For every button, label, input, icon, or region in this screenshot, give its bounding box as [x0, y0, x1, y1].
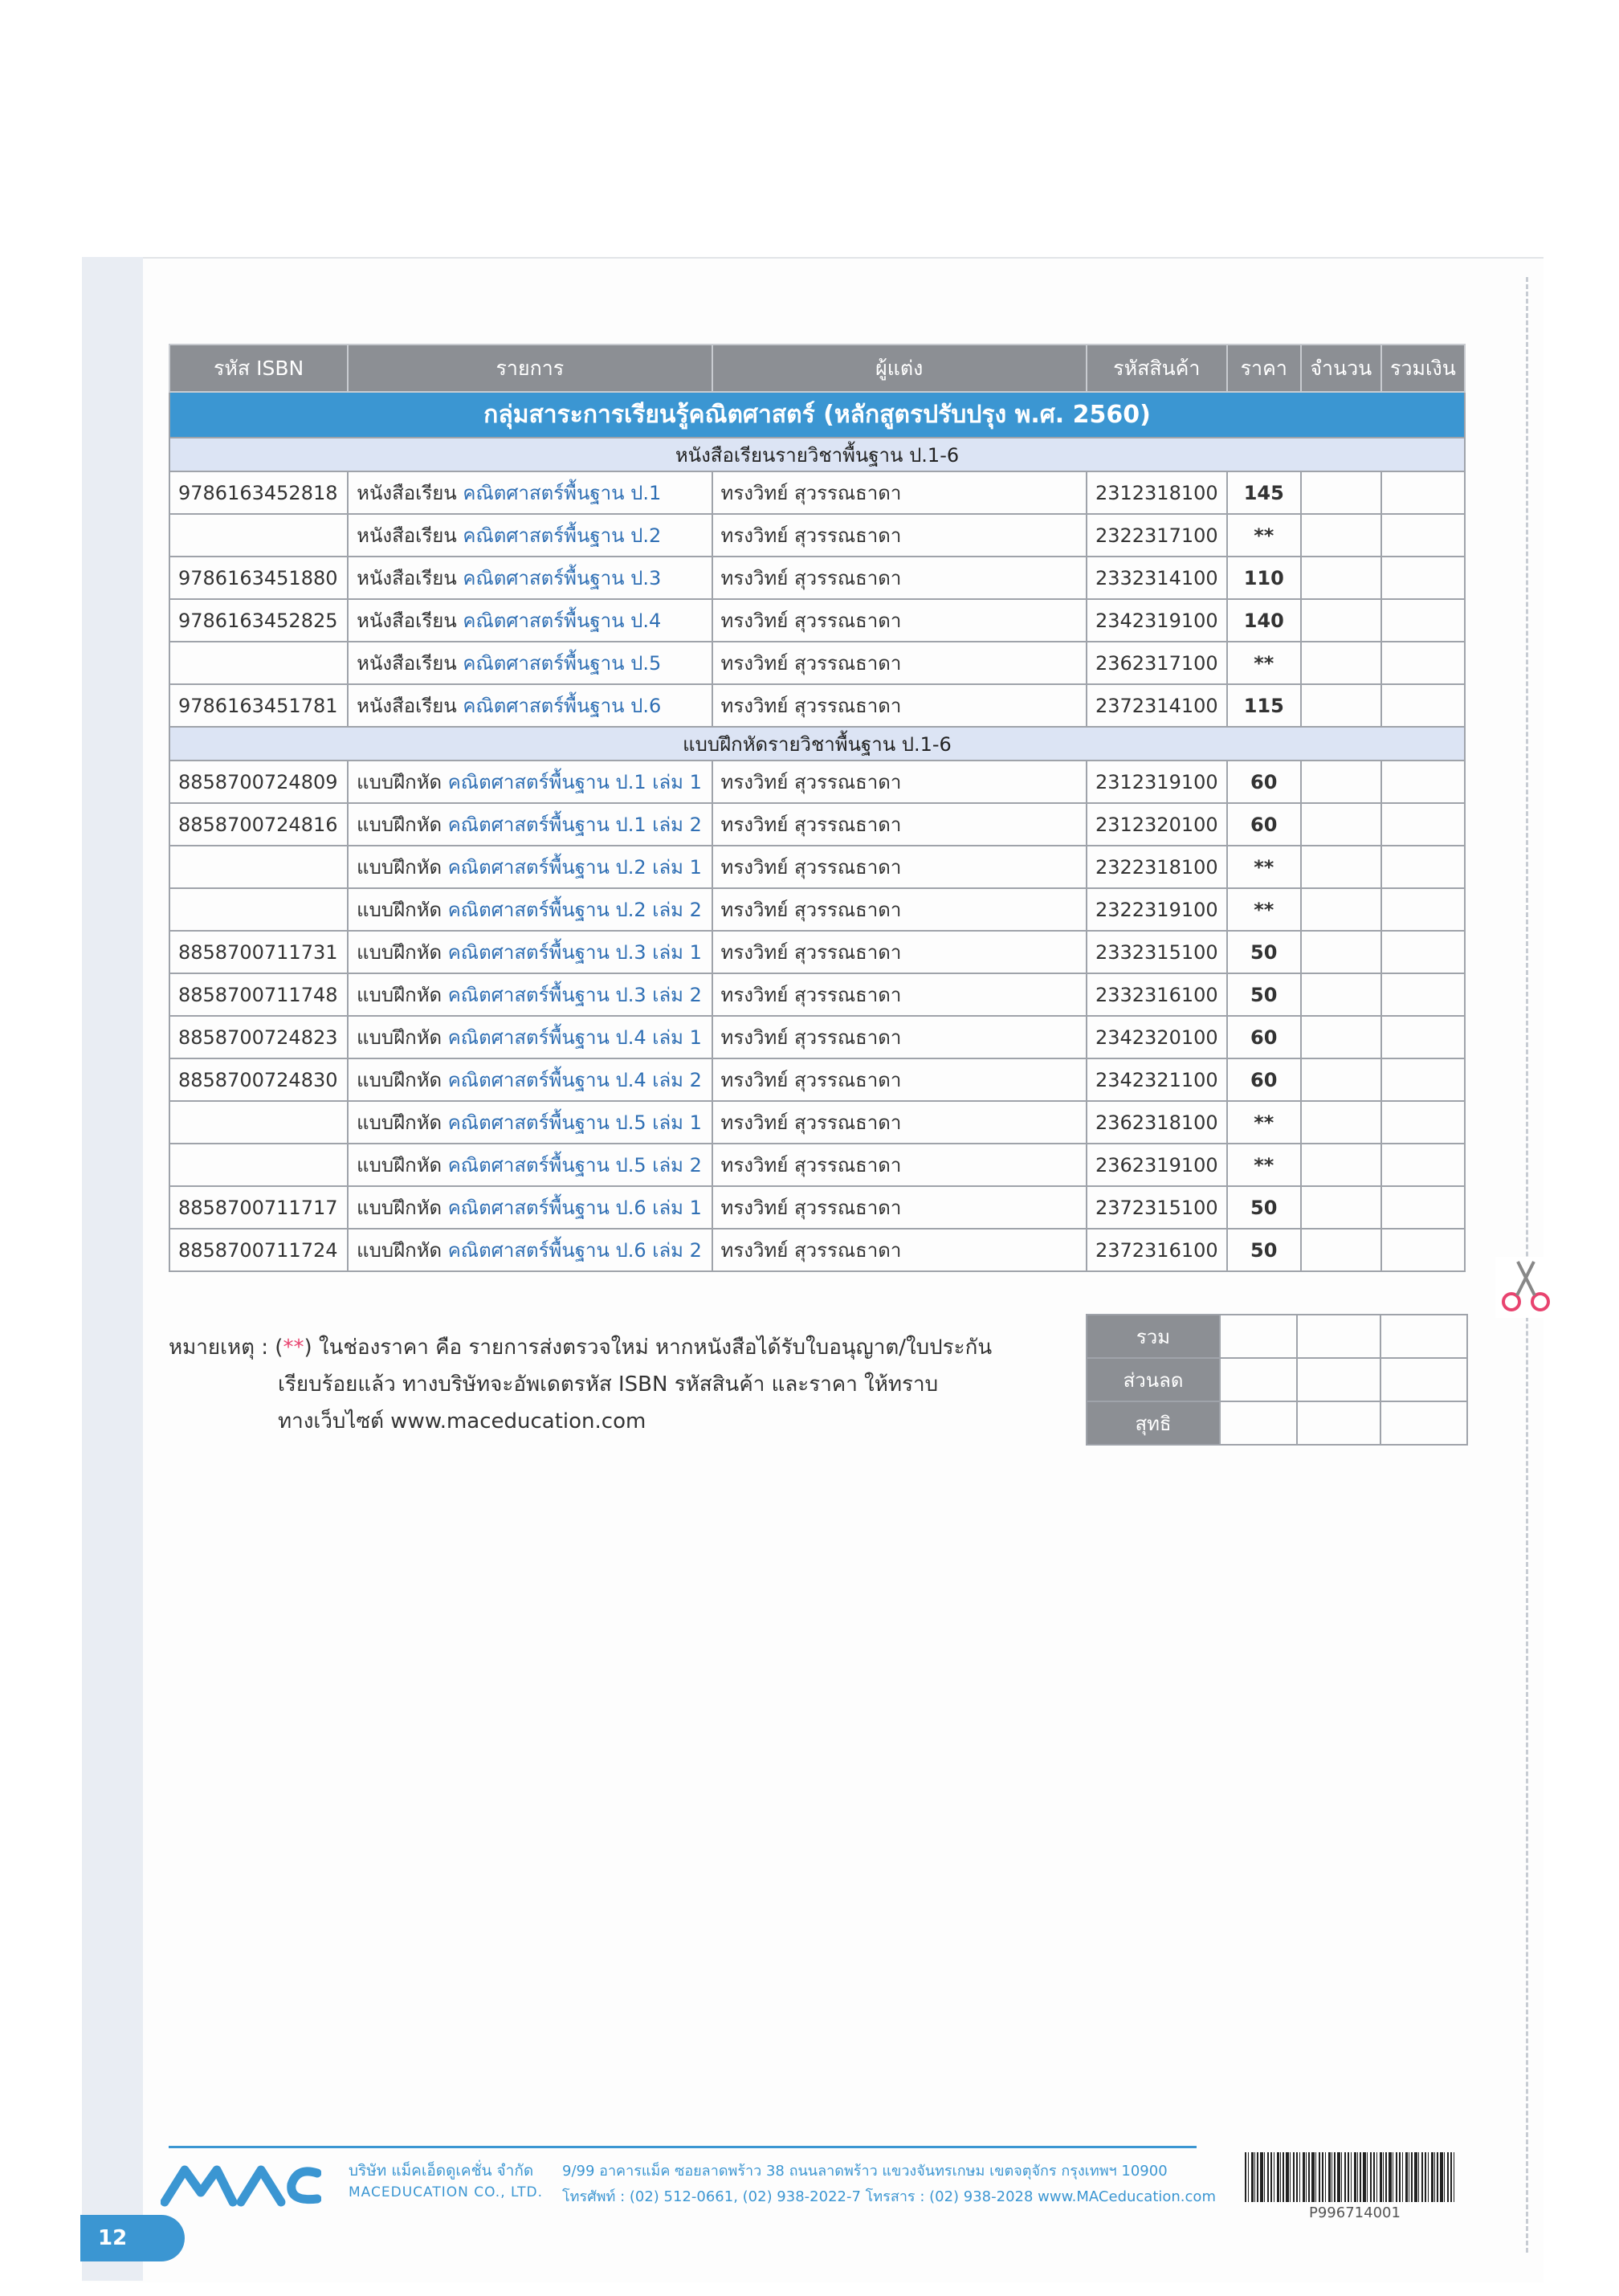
- quantity-cell[interactable]: [1301, 599, 1381, 642]
- summary-row-discount: [1087, 1358, 1467, 1401]
- price-cell: 60: [1227, 761, 1301, 803]
- barcode-bar: [1354, 2152, 1356, 2202]
- group-title: กลุ่มสาระการเรียนรู้คณิตศาสตร์ (หลักสูตรปรับปรุง พ.ศ. 2560): [169, 392, 1465, 438]
- barcode-bar: [1414, 2152, 1417, 2202]
- barcode-bar: [1380, 2152, 1382, 2202]
- barcode-bar: [1337, 2152, 1340, 2202]
- price-cell: 145: [1227, 471, 1301, 514]
- barcode-bar: [1363, 2152, 1366, 2202]
- quantity-cell[interactable]: [1301, 557, 1381, 599]
- item-title: คณิตศาสตร์พื้นฐาน ป.2: [463, 524, 662, 547]
- barcode-bar: [1331, 2152, 1332, 2202]
- barcode-bar: [1383, 2152, 1384, 2202]
- item-cell: [348, 846, 712, 888]
- barcode-bar: [1299, 2152, 1300, 2202]
- row-total-cell[interactable]: [1381, 1016, 1465, 1058]
- product-code-cell: 2372316100: [1087, 1229, 1227, 1271]
- barcode-bar: [1418, 2152, 1419, 2202]
- item-title: คณิตศาสตร์พื้นฐาน ป.4 เล่ม 1: [447, 1026, 702, 1049]
- mac-logo: [161, 2160, 321, 2208]
- author-cell: ทรงวิทย์ สุวรรณธาดา: [712, 642, 1087, 684]
- product-code-cell: 2342319100: [1087, 599, 1227, 642]
- price-cell: **: [1227, 1144, 1301, 1186]
- author-cell: ทรงวิทย์ สุวรรณธาดา: [712, 1101, 1087, 1144]
- barcode-bar: [1280, 2152, 1281, 2202]
- item-prefix: หนังสือเรียน: [357, 610, 457, 632]
- barcode-bar: [1290, 2152, 1291, 2202]
- barcode-bar: [1322, 2152, 1323, 2202]
- price-cell: 60: [1227, 1058, 1301, 1101]
- price-cell: **: [1227, 1101, 1301, 1144]
- barcode-bar: [1248, 2152, 1249, 2202]
- product-code-cell: 2312320100: [1087, 803, 1227, 846]
- product-code-cell: 2312319100: [1087, 761, 1227, 803]
- item-prefix: แบบฝึกหัด: [357, 984, 442, 1006]
- phone-line: โทรศัพท์ : (02) 512-0661, (02) 938-2022-7 โทรสาร : (02) 938-2028 www.MACeducation.com: [562, 2188, 1216, 2205]
- item-cell: [348, 761, 712, 803]
- barcode-bar: [1341, 2152, 1342, 2202]
- summary-cell[interactable]: [1380, 1401, 1467, 1445]
- quantity-cell[interactable]: [1301, 846, 1381, 888]
- note-label: หมายเหตุ : (: [169, 1336, 283, 1360]
- quantity-cell[interactable]: [1301, 888, 1381, 931]
- barcode-bar: [1319, 2152, 1320, 2202]
- barcode-bar: [1277, 2152, 1279, 2202]
- row-total-cell[interactable]: [1381, 1101, 1465, 1144]
- barcode-bar: [1306, 2152, 1307, 2202]
- isbn-cell: 8858700724816: [169, 803, 348, 846]
- barcode-bar: [1370, 2152, 1372, 2202]
- item-prefix: แบบฝึกหัด: [357, 771, 442, 793]
- item-cell: [348, 642, 712, 684]
- header-quantity: จำนวน: [1301, 345, 1381, 392]
- row-total-cell[interactable]: [1381, 1058, 1465, 1101]
- barcode-bar: [1402, 2152, 1403, 2202]
- row-total-cell[interactable]: [1381, 1144, 1465, 1186]
- summary-cell[interactable]: [1220, 1315, 1297, 1358]
- author-cell: ทรงวิทย์ สุวรรณธาดา: [712, 471, 1087, 514]
- isbn-cell: 8858700711724: [169, 1229, 348, 1271]
- item-title: คณิตศาสตร์พื้นฐาน ป.6 เล่ม 2: [447, 1239, 702, 1262]
- table-row: [169, 557, 1465, 599]
- price-cell: 50: [1227, 973, 1301, 1016]
- note-line-3: ทางเว็บไซต์ www.maceducation.com: [278, 1409, 646, 1433]
- item-prefix: แบบฝึกหัด: [357, 899, 442, 921]
- note-text-1: ) ในช่องราคา คือ รายการส่งตรวจใหม่ หากหนังสือได้รับใบอนุญาต/ใบประกัน: [304, 1336, 993, 1360]
- barcode-bar: [1257, 2152, 1258, 2202]
- section-title-row: [169, 438, 1465, 471]
- quantity-cell[interactable]: [1301, 1101, 1381, 1144]
- price-cell: 50: [1227, 1186, 1301, 1229]
- quantity-cell[interactable]: [1301, 803, 1381, 846]
- table-row: [169, 1229, 1465, 1271]
- barcode-bar: [1444, 2152, 1445, 2202]
- item-title: คณิตศาสตร์พื้นฐาน ป.3 เล่ม 2: [447, 984, 702, 1006]
- barcode-bar: [1450, 2152, 1452, 2202]
- author-cell: ทรงวิทย์ สุวรรณธาดา: [712, 846, 1087, 888]
- isbn-cell: 8858700724809: [169, 761, 348, 803]
- isbn-cell: 8858700711717: [169, 1186, 348, 1229]
- company-name-th: บริษัท แม็คเอ็ดดูเคชั่น จำกัด: [349, 2162, 534, 2180]
- barcode-bar: [1348, 2152, 1349, 2202]
- table-row: [169, 684, 1465, 727]
- header-isbn: รหัส ISBN: [169, 345, 348, 392]
- row-total-cell[interactable]: [1381, 684, 1465, 727]
- author-cell: ทรงวิทย์ สุวรรณธาดา: [712, 599, 1087, 642]
- header-total: รวมเงิน: [1381, 345, 1465, 392]
- barcode-bar: [1385, 2152, 1387, 2202]
- quantity-cell[interactable]: [1301, 514, 1381, 557]
- barcode-bar: [1399, 2152, 1401, 2202]
- author-cell: ทรงวิทย์ สุวรรณธาดา: [712, 1058, 1087, 1101]
- price-cell: **: [1227, 846, 1301, 888]
- section-title-row: [169, 727, 1465, 761]
- author-cell: ทรงวิทย์ สุวรรณธาดา: [712, 973, 1087, 1016]
- product-code-cell: 2322317100: [1087, 514, 1227, 557]
- item-cell: [348, 471, 712, 514]
- isbn-cell: 9786163451781: [169, 684, 348, 727]
- summary-row-net: [1087, 1401, 1467, 1445]
- item-prefix: แบบฝึกหัด: [357, 941, 442, 964]
- row-total-cell[interactable]: [1381, 642, 1465, 684]
- barcode-bar: [1421, 2152, 1423, 2202]
- item-cell: [348, 1101, 712, 1144]
- barcode-bar: [1311, 2152, 1315, 2202]
- barcode-text: P996714001: [1309, 2204, 1401, 2221]
- item-prefix: แบบฝึกหัด: [357, 1197, 442, 1219]
- item-cell: [348, 684, 712, 727]
- barcode-bar: [1376, 2152, 1377, 2202]
- quantity-cell[interactable]: [1301, 1186, 1381, 1229]
- row-total-cell[interactable]: [1381, 471, 1465, 514]
- item-prefix: แบบฝึกหัด: [357, 1154, 442, 1177]
- summary-cell[interactable]: [1297, 1358, 1380, 1401]
- item-title: คณิตศาสตร์พื้นฐาน ป.2 เล่ม 2: [447, 899, 702, 921]
- price-cell: 115: [1227, 684, 1301, 727]
- barcode-bar: [1308, 2152, 1310, 2202]
- quantity-cell[interactable]: [1301, 642, 1381, 684]
- note-line-1: [169, 1329, 992, 1366]
- item-prefix: แบบฝึกหัด: [357, 1026, 442, 1049]
- item-title: คณิตศาสตร์พื้นฐาน ป.6 เล่ม 1: [447, 1197, 702, 1219]
- author-cell: ทรงวิทย์ สุวรรณธาดา: [712, 514, 1087, 557]
- author-cell: ทรงวิทย์ สุวรรณธาดา: [712, 888, 1087, 931]
- table-row: [169, 642, 1465, 684]
- left-strip: [82, 257, 143, 2281]
- row-total-cell[interactable]: [1381, 1186, 1465, 1229]
- barcode-bar: [1428, 2152, 1429, 2202]
- author-cell: ทรงวิทย์ สุวรรณธาดา: [712, 1144, 1087, 1186]
- product-code-cell: 2362319100: [1087, 1144, 1227, 1186]
- author-cell: ทรงวิทย์ สุวรรณธาดา: [712, 931, 1087, 973]
- barcode-bar: [1360, 2152, 1361, 2202]
- price-cell: 60: [1227, 1016, 1301, 1058]
- product-code-cell: 2342320100: [1087, 1016, 1227, 1058]
- item-cell: [348, 931, 712, 973]
- item-cell: [348, 557, 712, 599]
- quantity-cell[interactable]: [1301, 471, 1381, 514]
- header-item: รายการ: [348, 345, 712, 392]
- item-title: คณิตศาสตร์พื้นฐาน ป.5 เล่ม 1: [447, 1111, 702, 1134]
- table-row: [169, 471, 1465, 514]
- barcode-bar: [1283, 2152, 1284, 2202]
- item-title: คณิตศาสตร์พื้นฐาน ป.5 เล่ม 2: [447, 1154, 702, 1177]
- quantity-cell[interactable]: [1301, 1016, 1381, 1058]
- page-number: 12: [80, 2215, 185, 2261]
- table-row: [169, 1016, 1465, 1058]
- barcode-bar: [1267, 2152, 1269, 2202]
- barcode-bar: [1296, 2152, 1298, 2202]
- item-prefix: หนังสือเรียน: [357, 524, 457, 547]
- row-total-cell[interactable]: [1381, 557, 1465, 599]
- barcode-bar: [1315, 2152, 1316, 2202]
- row-total-cell[interactable]: [1381, 803, 1465, 846]
- table-row: [169, 599, 1465, 642]
- quantity-cell[interactable]: [1301, 1058, 1381, 1101]
- item-title: คณิตศาสตร์พื้นฐาน ป.2 เล่ม 1: [447, 856, 702, 879]
- row-total-cell[interactable]: [1381, 973, 1465, 1016]
- summary-cell[interactable]: [1297, 1315, 1380, 1358]
- isbn-cell: [169, 846, 348, 888]
- product-code-cell: 2332315100: [1087, 931, 1227, 973]
- summary-cell[interactable]: [1220, 1401, 1297, 1445]
- item-cell: [348, 1144, 712, 1186]
- barcode-bar: [1447, 2152, 1449, 2202]
- quantity-cell[interactable]: [1301, 684, 1381, 727]
- table-header-row: [169, 345, 1465, 392]
- note-line-2: เรียบร้อยแล้ว ทางบริษัทจะอัพเดตรหัส ISBN รหัสสินค้า และราคา ให้ทราบ: [278, 1372, 939, 1397]
- item-title: คณิตศาสตร์พื้นฐาน ป.1: [463, 482, 662, 504]
- summary-discount-label: ส่วนลด: [1087, 1358, 1220, 1401]
- item-title: คณิตศาสตร์พื้นฐาน ป.1 เล่ม 2: [447, 814, 702, 836]
- quantity-cell[interactable]: [1301, 931, 1381, 973]
- product-code-cell: 2332314100: [1087, 557, 1227, 599]
- isbn-cell: [169, 1144, 348, 1186]
- quantity-cell[interactable]: [1301, 1229, 1381, 1271]
- barcode-bar: [1373, 2152, 1375, 2202]
- row-total-cell[interactable]: [1381, 931, 1465, 973]
- barcode-bar: [1437, 2152, 1438, 2202]
- barcode-bar: [1357, 2152, 1358, 2202]
- barcode-bar: [1328, 2152, 1331, 2202]
- author-cell: ทรงวิทย์ สุวรรณธาดา: [712, 557, 1087, 599]
- item-cell: [348, 1229, 712, 1271]
- item-prefix: หนังสือเรียน: [357, 567, 457, 589]
- header-price: ราคา: [1227, 345, 1301, 392]
- item-prefix: หนังสือเรียน: [357, 695, 457, 717]
- price-cell: 50: [1227, 1229, 1301, 1271]
- footer-divider: [169, 2146, 1197, 2148]
- item-prefix: แบบฝึกหัด: [357, 1239, 442, 1262]
- barcode-bar: [1334, 2152, 1336, 2202]
- author-cell: ทรงวิทย์ สุวรรณธาดา: [712, 761, 1087, 803]
- item-prefix: แบบฝึกหัด: [357, 1111, 442, 1134]
- isbn-cell: 9786163452818: [169, 471, 348, 514]
- item-title: คณิตศาสตร์พื้นฐาน ป.3 เล่ม 1: [447, 941, 702, 964]
- isbn-cell: 9786163452825: [169, 599, 348, 642]
- item-cell: [348, 1058, 712, 1101]
- product-code-cell: 2332316100: [1087, 973, 1227, 1016]
- product-code-cell: 2342321100: [1087, 1058, 1227, 1101]
- group-title-row: [169, 392, 1465, 438]
- summary-cell[interactable]: [1380, 1358, 1467, 1401]
- item-title: คณิตศาสตร์พื้นฐาน ป.6: [463, 695, 662, 717]
- item-cell: [348, 1186, 712, 1229]
- barcode-bar: [1367, 2152, 1368, 2202]
- section-title: แบบฝึกหัดรายวิชาพื้นฐาน ป.1-6: [169, 727, 1465, 761]
- summary-total-label: รวม: [1087, 1315, 1220, 1358]
- item-cell: [348, 888, 712, 931]
- author-cell: ทรงวิทย์ สุวรรณธาดา: [712, 1016, 1087, 1058]
- table-row: [169, 846, 1465, 888]
- barcode-bar: [1434, 2152, 1435, 2202]
- table-row: [169, 1058, 1465, 1101]
- isbn-cell: 8858700724823: [169, 1016, 348, 1058]
- barcode-bar: [1303, 2152, 1305, 2202]
- barcode-icon: [1243, 2152, 1460, 2202]
- barcode-bar: [1264, 2152, 1265, 2202]
- isbn-cell: 8858700711731: [169, 931, 348, 973]
- item-prefix: หนังสือเรียน: [357, 482, 457, 504]
- header-code: รหัสสินค้า: [1087, 345, 1227, 392]
- table-row: [169, 1144, 1465, 1186]
- barcode-bar: [1325, 2152, 1326, 2202]
- product-code-cell: 2322319100: [1087, 888, 1227, 931]
- item-prefix: แบบฝึกหัด: [357, 814, 442, 836]
- table-row: [169, 888, 1465, 931]
- barcode-bar: [1286, 2152, 1289, 2202]
- barcode-bar: [1254, 2152, 1255, 2202]
- item-title: คณิตศาสตร์พื้นฐาน ป.4: [463, 610, 662, 632]
- row-total-cell[interactable]: [1381, 888, 1465, 931]
- product-code-cell: 2312318100: [1087, 471, 1227, 514]
- barcode-bar: [1351, 2152, 1352, 2202]
- summary-cell[interactable]: [1297, 1401, 1380, 1445]
- item-prefix: แบบฝึกหัด: [357, 1069, 442, 1091]
- summary-table: [1086, 1314, 1468, 1446]
- company-name-en: MACEDUCATION CO., LTD.: [349, 2184, 544, 2200]
- order-table: [169, 344, 1466, 1272]
- barcode-bar: [1396, 2152, 1397, 2202]
- note-stars: **: [283, 1336, 304, 1360]
- company-address: [562, 2159, 1216, 2210]
- scissors-icon: [1495, 1257, 1556, 1318]
- item-prefix: แบบฝึกหัด: [357, 856, 442, 879]
- table-row: [169, 514, 1465, 557]
- author-cell: ทรงวิทย์ สุวรรณธาดา: [712, 1229, 1087, 1271]
- table-row: [169, 1101, 1465, 1144]
- header-author: ผู้แต่ง: [712, 345, 1087, 392]
- price-cell: **: [1227, 514, 1301, 557]
- barcode-bar: [1431, 2152, 1433, 2202]
- row-total-cell[interactable]: [1381, 599, 1465, 642]
- price-cell: **: [1227, 642, 1301, 684]
- barcode-bar: [1405, 2152, 1408, 2202]
- product-code-cell: 2322318100: [1087, 846, 1227, 888]
- item-prefix: หนังสือเรียน: [357, 652, 457, 675]
- item-title: คณิตศาสตร์พื้นฐาน ป.1 เล่ม 1: [447, 771, 702, 793]
- barcode-bar: [1389, 2152, 1392, 2202]
- table-row: [169, 931, 1465, 973]
- isbn-cell: [169, 514, 348, 557]
- product-code-cell: 2362318100: [1087, 1101, 1227, 1144]
- row-total-cell[interactable]: [1381, 514, 1465, 557]
- barcode-bar: [1344, 2152, 1346, 2202]
- summary-row-total: [1087, 1315, 1467, 1358]
- summary-cell[interactable]: [1220, 1358, 1297, 1401]
- isbn-cell: [169, 888, 348, 931]
- isbn-cell: 8858700711748: [169, 973, 348, 1016]
- quantity-cell[interactable]: [1301, 973, 1381, 1016]
- section-title: หนังสือเรียนรายวิชาพื้นฐาน ป.1-6: [169, 438, 1465, 471]
- price-cell: 60: [1227, 803, 1301, 846]
- table-row: [169, 803, 1465, 846]
- row-total-cell[interactable]: [1381, 761, 1465, 803]
- isbn-cell: 8858700724830: [169, 1058, 348, 1101]
- summary-cell[interactable]: [1380, 1315, 1467, 1358]
- item-title: คณิตศาสตร์พื้นฐาน ป.5: [463, 652, 662, 675]
- item-cell: [348, 1016, 712, 1058]
- summary-net-label: สุทธิ: [1087, 1401, 1220, 1445]
- barcode-bar: [1251, 2152, 1254, 2202]
- quantity-cell[interactable]: [1301, 761, 1381, 803]
- table-row: [169, 1186, 1465, 1229]
- barcode-bar: [1270, 2152, 1272, 2202]
- price-cell: **: [1227, 888, 1301, 931]
- isbn-cell: 9786163451880: [169, 557, 348, 599]
- price-cell: 140: [1227, 599, 1301, 642]
- isbn-cell: [169, 642, 348, 684]
- author-cell: ทรงวิทย์ สุวรรณธาดา: [712, 803, 1087, 846]
- barcode-bar: [1425, 2152, 1426, 2202]
- item-title: คณิตศาสตร์พื้นฐาน ป.4 เล่ม 2: [447, 1069, 702, 1091]
- barcode-bar: [1245, 2152, 1246, 2202]
- author-cell: ทรงวิทย์ สุวรรณธาดา: [712, 1186, 1087, 1229]
- price-cell: 50: [1227, 931, 1301, 973]
- row-total-cell[interactable]: [1381, 846, 1465, 888]
- product-code-cell: 2362317100: [1087, 642, 1227, 684]
- isbn-cell: [169, 1101, 348, 1144]
- item-cell: [348, 599, 712, 642]
- product-code-cell: 2372315100: [1087, 1186, 1227, 1229]
- item-title: คณิตศาสตร์พื้นฐาน ป.3: [463, 567, 662, 589]
- quantity-cell[interactable]: [1301, 1144, 1381, 1186]
- item-cell: [348, 803, 712, 846]
- barcode-bar: [1293, 2152, 1295, 2202]
- table-row: [169, 761, 1465, 803]
- barcode-bar: [1411, 2152, 1413, 2202]
- price-cell: 110: [1227, 557, 1301, 599]
- barcode-bar: [1260, 2152, 1263, 2202]
- product-code-cell: 2372314100: [1087, 684, 1227, 727]
- table-row: [169, 973, 1465, 1016]
- author-cell: ทรงวิทย์ สุวรรณธาดา: [712, 684, 1087, 727]
- row-total-cell[interactable]: [1381, 1229, 1465, 1271]
- note: [169, 1329, 992, 1440]
- item-cell: [348, 973, 712, 1016]
- item-cell: [348, 514, 712, 557]
- address-line: 9/99 อาคารแม็ค ซอยลาดพร้าว 38 ถนนลาดพร้าว แขวงจันทรเกษม เขตจตุจักร กรุงเทพฯ 10900: [562, 2163, 1168, 2180]
- barcode-bar: [1440, 2152, 1443, 2202]
